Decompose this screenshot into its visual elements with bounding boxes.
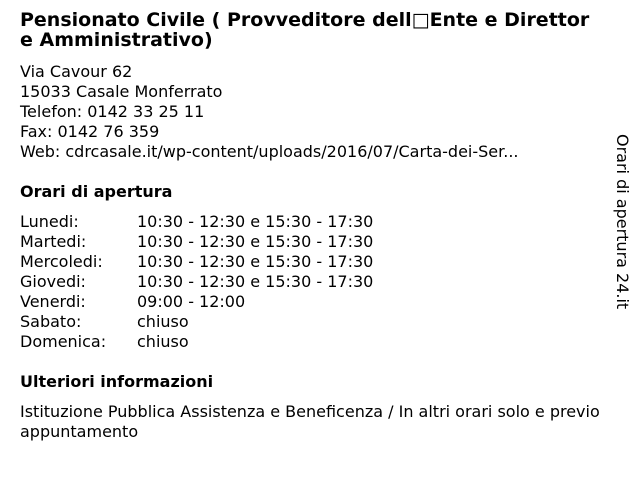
listing-card xyxy=(20,10,600,442)
time-value: 10:30 - 12:30 e 15:30 - 17:30 xyxy=(137,272,374,291)
time-value: chiuso xyxy=(137,332,189,351)
hours-row-saturday xyxy=(20,312,600,332)
opening-hours-table xyxy=(20,212,600,352)
additional-info-text: Istituzione Pubblica Assistenza e Beneficenza / In altri orari solo e previo appuntamento xyxy=(20,402,600,441)
city-address: 15033 Casale Monferrato xyxy=(20,82,223,101)
time-value: 10:30 - 12:30 e 15:30 - 17:30 xyxy=(137,252,374,271)
website-link[interactable]: Web: cdrcasale.it/wp-content/uploads/2016/07/Carta-dei-Ser... xyxy=(20,142,519,161)
hours-row-tuesday xyxy=(20,232,600,252)
time-value: chiuso xyxy=(137,312,189,331)
hours-row-sunday xyxy=(20,332,600,352)
address-block xyxy=(20,62,600,162)
day-label: Venerdi: xyxy=(20,292,86,311)
day-label: Sabato: xyxy=(20,312,82,331)
time-value: 09:00 - 12:00 xyxy=(137,292,246,311)
time-value: 10:30 - 12:30 e 15:30 - 17:30 xyxy=(137,232,374,251)
street-address: Via Cavour 62 xyxy=(20,62,133,81)
day-label: Giovedi: xyxy=(20,272,86,291)
day-label: Domenica: xyxy=(20,332,107,351)
side-watermark-label: Orari di apertura 24.it xyxy=(613,134,632,310)
hours-row-friday xyxy=(20,292,600,312)
hours-row-monday xyxy=(20,212,600,232)
side-watermark xyxy=(612,134,632,314)
hours-row-thursday xyxy=(20,272,600,292)
opening-hours-heading: Orari di apertura xyxy=(20,182,173,201)
phone-number: Telefon: 0142 33 25 11 xyxy=(20,102,205,121)
hours-row-wednesday xyxy=(20,252,600,272)
day-label: Lunedi: xyxy=(20,212,79,231)
additional-info-heading: Ulteriori informazioni xyxy=(20,372,214,391)
fax-number: Fax: 0142 76 359 xyxy=(20,122,160,141)
time-value: 10:30 - 12:30 e 15:30 - 17:30 xyxy=(137,212,374,231)
day-label: Martedi: xyxy=(20,232,87,251)
page-title: Pensionato Civile ( Provveditore dell□Ente e Direttore Amministrativo) xyxy=(20,9,590,51)
day-label: Mercoledi: xyxy=(20,252,103,271)
